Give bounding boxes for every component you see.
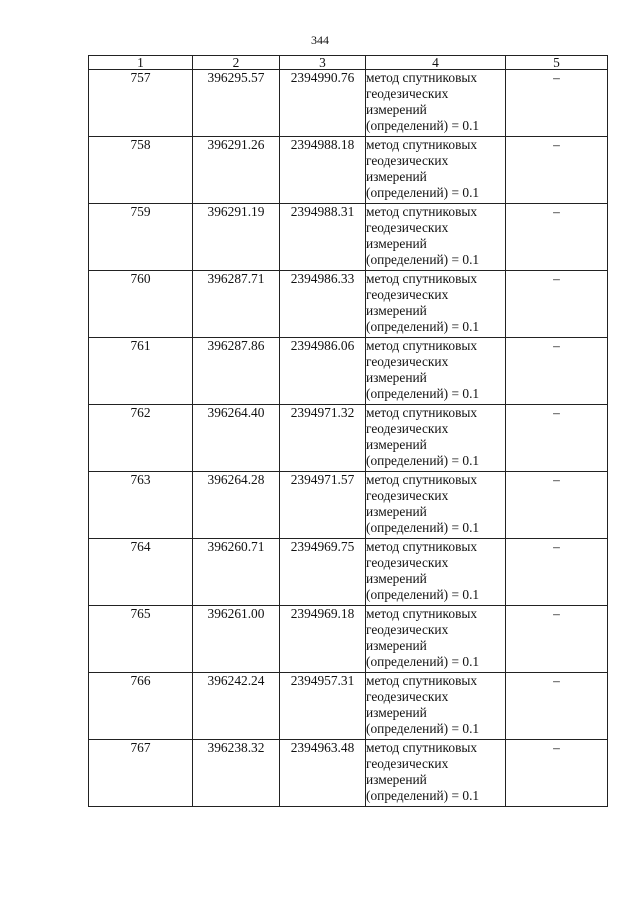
table-row [89, 472, 608, 539]
x-coordinate-cell: 396264.28 [193, 472, 280, 539]
method-line: геодезических [366, 555, 449, 570]
column-header-4: 4 [366, 56, 506, 70]
x-coordinate-cell: 396261.00 [193, 606, 280, 673]
method-line: (определений) = 0.1 [366, 721, 480, 736]
page-number: 344 [311, 33, 329, 47]
method-line: измерений [366, 303, 427, 318]
method-line: метод спутниковых [366, 606, 478, 621]
table-row [89, 740, 608, 807]
table-row [89, 405, 608, 472]
table-row [89, 271, 608, 338]
method-line: геодезических [366, 354, 449, 369]
method-line: геодезических [366, 421, 449, 436]
table-row [89, 204, 608, 271]
point-number-cell: 757 [89, 70, 193, 137]
method-line: метод спутниковых [366, 137, 478, 152]
method-line: (определений) = 0.1 [366, 386, 480, 401]
method-line: (определений) = 0.1 [366, 185, 480, 200]
point-number-cell: 762 [89, 405, 193, 472]
method-cell [366, 70, 506, 137]
method-line: метод спутниковых [366, 673, 478, 688]
note-cell: – [506, 539, 608, 606]
method-cell [366, 405, 506, 472]
column-header-3: 3 [280, 56, 366, 70]
method-line: (определений) = 0.1 [366, 252, 480, 267]
method-line: (определений) = 0.1 [366, 654, 480, 669]
method-line: измерений [366, 370, 427, 385]
table-row [89, 70, 608, 137]
point-number-cell: 766 [89, 673, 193, 740]
x-coordinate-cell: 396264.40 [193, 405, 280, 472]
note-cell: – [506, 271, 608, 338]
method-line: метод спутниковых [366, 70, 478, 85]
note-cell: – [506, 606, 608, 673]
y-coordinate-cell: 2394971.57 [280, 472, 366, 539]
y-coordinate-cell: 2394990.76 [280, 70, 366, 137]
x-coordinate-cell: 396238.32 [193, 740, 280, 807]
point-number-cell: 759 [89, 204, 193, 271]
coordinates-table [88, 55, 608, 807]
point-number-cell: 761 [89, 338, 193, 405]
method-line: метод спутниковых [366, 204, 478, 219]
method-line: геодезических [366, 689, 449, 704]
method-line: измерений [366, 772, 427, 787]
note-cell: – [506, 338, 608, 405]
method-line: метод спутниковых [366, 338, 478, 353]
method-line: геодезических [366, 287, 449, 302]
point-number-cell: 763 [89, 472, 193, 539]
method-line: геодезических [366, 756, 449, 771]
table-row [89, 338, 608, 405]
method-line: метод спутниковых [366, 405, 478, 420]
x-coordinate-cell: 396260.71 [193, 539, 280, 606]
note-cell: – [506, 137, 608, 204]
x-coordinate-cell: 396295.57 [193, 70, 280, 137]
method-line: (определений) = 0.1 [366, 520, 480, 535]
method-line: (определений) = 0.1 [366, 319, 480, 334]
column-header-5: 5 [506, 56, 608, 70]
point-number-cell: 764 [89, 539, 193, 606]
method-line: геодезических [366, 622, 449, 637]
method-line: измерений [366, 504, 427, 519]
method-line: измерений [366, 705, 427, 720]
method-cell [366, 338, 506, 405]
table-body [89, 70, 608, 807]
column-header-1: 1 [89, 56, 193, 70]
method-line: измерений [366, 571, 427, 586]
column-header-2: 2 [193, 56, 280, 70]
table-row [89, 137, 608, 204]
method-line: (определений) = 0.1 [366, 788, 480, 803]
method-line: метод спутниковых [366, 271, 478, 286]
point-number-cell: 765 [89, 606, 193, 673]
method-line: (определений) = 0.1 [366, 587, 480, 602]
method-line: измерений [366, 638, 427, 653]
y-coordinate-cell: 2394957.31 [280, 673, 366, 740]
method-line: измерений [366, 236, 427, 251]
point-number-cell: 760 [89, 271, 193, 338]
method-line: геодезических [366, 220, 449, 235]
y-coordinate-cell: 2394969.75 [280, 539, 366, 606]
method-cell [366, 539, 506, 606]
method-cell [366, 137, 506, 204]
method-cell [366, 673, 506, 740]
table-row [89, 539, 608, 606]
x-coordinate-cell: 396291.19 [193, 204, 280, 271]
x-coordinate-cell: 396287.71 [193, 271, 280, 338]
y-coordinate-cell: 2394986.06 [280, 338, 366, 405]
method-cell [366, 740, 506, 807]
note-cell: – [506, 405, 608, 472]
method-cell [366, 606, 506, 673]
note-cell: – [506, 70, 608, 137]
note-cell: – [506, 740, 608, 807]
method-line: измерений [366, 169, 427, 184]
method-line: (определений) = 0.1 [366, 453, 480, 468]
y-coordinate-cell: 2394963.48 [280, 740, 366, 807]
note-cell: – [506, 472, 608, 539]
x-coordinate-cell: 396291.26 [193, 137, 280, 204]
y-coordinate-cell: 2394971.32 [280, 405, 366, 472]
method-line: измерений [366, 437, 427, 452]
x-coordinate-cell: 396242.24 [193, 673, 280, 740]
method-line: метод спутниковых [366, 740, 478, 755]
header-row [89, 56, 608, 70]
x-coordinate-cell: 396287.86 [193, 338, 280, 405]
method-line: измерений [366, 102, 427, 117]
method-cell [366, 204, 506, 271]
y-coordinate-cell: 2394986.33 [280, 271, 366, 338]
point-number-cell: 758 [89, 137, 193, 204]
method-line: метод спутниковых [366, 539, 478, 554]
table-row [89, 606, 608, 673]
y-coordinate-cell: 2394988.31 [280, 204, 366, 271]
y-coordinate-cell: 2394988.18 [280, 137, 366, 204]
method-cell [366, 271, 506, 338]
note-cell: – [506, 673, 608, 740]
y-coordinate-cell: 2394969.18 [280, 606, 366, 673]
table-row [89, 673, 608, 740]
method-cell [366, 472, 506, 539]
note-cell: – [506, 204, 608, 271]
point-number-cell: 767 [89, 740, 193, 807]
method-line: (определений) = 0.1 [366, 118, 480, 133]
method-line: геодезических [366, 488, 449, 503]
method-line: метод спутниковых [366, 472, 478, 487]
method-line: геодезических [366, 86, 449, 101]
method-line: геодезических [366, 153, 449, 168]
